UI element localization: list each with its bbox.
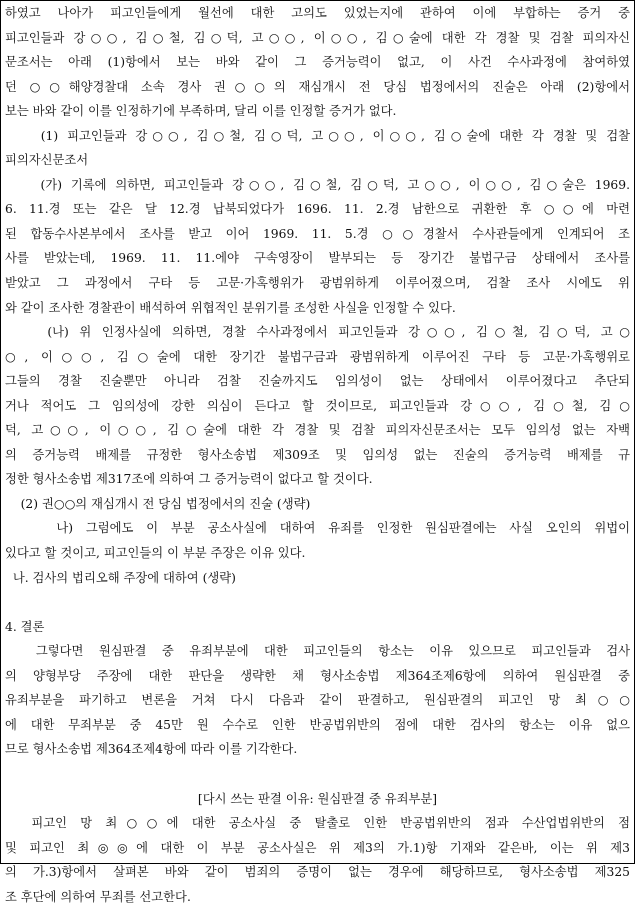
text-line: 나. 검사의 법리오해 주장에 대하여 (생략) xyxy=(5,570,236,585)
text-line: (나) 위 인정사실에 의하면, 경찰 수사과정에서 피고인들과 강○○, 김○철, 김○덕, 고○ xyxy=(5,325,630,340)
blank-line xyxy=(5,762,630,787)
text-line: 받았고 그 과정에서 구타 등 고문·가혹행위가 광범위하게 이루어졌으며, 검찰 조사 시에도 위 xyxy=(5,276,630,291)
text-line: 그들의 경찰 진술뿐만 아니라 검찰 진술까지도 임의성이 없는 상태에서 이루어졌다고 추단되 xyxy=(5,374,630,389)
text-line: 던 ○○해양경찰대 소속 경사 권○○의 재심개시 전 당심 법정에서의 진술은 아래 (2)항에서 xyxy=(5,79,630,94)
text-line: 의 양형부당 주장에 대한 판단을 생략한 채 형사소송법 제364조제6항에 의하여 원심판결 중 xyxy=(5,668,630,683)
text-line: 의 가.3)항에서 살펴본 바와 같이 범죄의 증명이 없는 경우에 해당하므로, 형사소송법 제325 xyxy=(5,865,630,880)
text-line: 나) 그럼에도 이 부분 공소사실에 대하여 유죄를 인정한 원심판결에는 사실 오인의 위법이 xyxy=(5,521,630,536)
text-line: (가) 기록에 의하면, 피고인들과 강○○, 김○철, 김○덕, 고○○, 이○○, 김○술은 1969. xyxy=(5,177,630,192)
text-line: 및 피고인 최◎◎에 대한 이 부분 공소사실은 위 제3의 가.1)항 기재와 같은바, 이는 위 제3 xyxy=(5,840,630,855)
text-line: ○, 이○○, 김○술에 대한 장기간 불법구금과 광범위하게 이루어진 구타 등 고문·가혹행위로 xyxy=(5,349,630,364)
text-line: 피의자신문조서 xyxy=(5,153,89,168)
text-line: 그렇다면 원심판결 중 유죄부분에 대한 피고인들의 항소는 이유 있으므로 피고인들과 검사 xyxy=(5,644,630,659)
text-line: 거나 적어도 그 임의성에 강한 의심이 든다고 할 것이므로, 피고인들과 강○○, 김○철, 김○ xyxy=(5,398,630,413)
text-line: 에 대한 무죄부분 중 45만 원 수수로 인한 반공법위반의 점에 대한 검사의 항소는 이유 없으 xyxy=(5,717,630,732)
text-line: 4. 결론 xyxy=(5,619,45,634)
text-line: 조 후단에 의하여 무죄를 선고한다. xyxy=(5,889,191,904)
text-line: 사를 받았는데, 1969. 11. 11.에야 구속영장이 발부되는 등 장기간 불법구금 상태에서 조사를 xyxy=(5,251,630,266)
text-line: 정한 형사소송법 제317조에 의하여 그 증거능력이 없다고 할 것이다. xyxy=(5,472,373,487)
text-line: (2) 권○○의 재심개시 전 당심 법정에서의 진술 (생략) xyxy=(5,496,311,511)
blank-line xyxy=(5,590,630,615)
text-line: 피고인 망 최○○에 대한 공소사실 중 탈출로 인한 반공법위반의 점과 수산업법위반의 점 xyxy=(5,816,630,831)
text-line: 하였고 나아가 피고인들에게 월선에 대한 고의도 있었는지에 관하여 이에 부합하는 증거 중 xyxy=(5,6,630,20)
text-line: 피고인들과 강○○, 김○철, 김○덕, 고○○, 이○○, 김○술에 대한 각 경찰 및 검찰 피의자신 xyxy=(5,30,630,45)
text-line: 문조서는 아래 (1)항에서 보는 바와 같이 그 증거능력이 없고, 이 사건 수사과정에 참여하였 xyxy=(5,55,630,70)
text-line: 유죄부분을 파기하고 변론을 거쳐 다시 다음과 같이 판결하고, 원심판결의 피고인 망 최○○ xyxy=(5,693,630,708)
text-line: (1) 피고인들과 강○○, 김○철, 김○덕, 고○○, 이○○, 김○술에 대한 각 경찰 및 검찰 xyxy=(5,128,630,143)
text-line: 와 같이 조사한 경찰관이 배석하여 위협적인 분위기를 조성한 사실을 인정할 수 있다. xyxy=(5,300,456,315)
text-line: 6. 11.경 또는 같은 달 12.경 납북되었다가 1696. 11. 2.경 남한으로 귀환한 후 ○○에 마련 xyxy=(5,202,630,217)
text-line: 덕, 고○○, 이○○, 김○술에 대한 각 경찰 및 검찰 피의자신문조서는 모두 임의성 없는 자백 xyxy=(5,423,630,438)
text-line: 보는 바와 같이 이를 인정하기에 부족하며, 달리 이를 인정할 증거가 없다. xyxy=(5,104,397,119)
text-line: [다시 쓰는 판결 이유: 원심판결 중 유죄부분] xyxy=(197,791,438,806)
text-line: 있다고 할 것이고, 피고인들의 이 부분 주장은 이유 있다. xyxy=(5,546,306,561)
text-line: 의 증거능력 배제를 규정한 형사소송법 제309조 및 임의성 없는 진술의 증거능력 배제를 규 xyxy=(5,447,630,462)
text-line: 된 합동수사본부에서 조사를 받고 이어 1969. 11. 5.경 ○○경찰서 수사관들에게 인계되어 조 xyxy=(5,226,630,241)
text-line: 므로 형사소송법 제364조제4항에 따라 이를 기각한다. xyxy=(5,742,298,757)
document-body xyxy=(1,1,634,909)
